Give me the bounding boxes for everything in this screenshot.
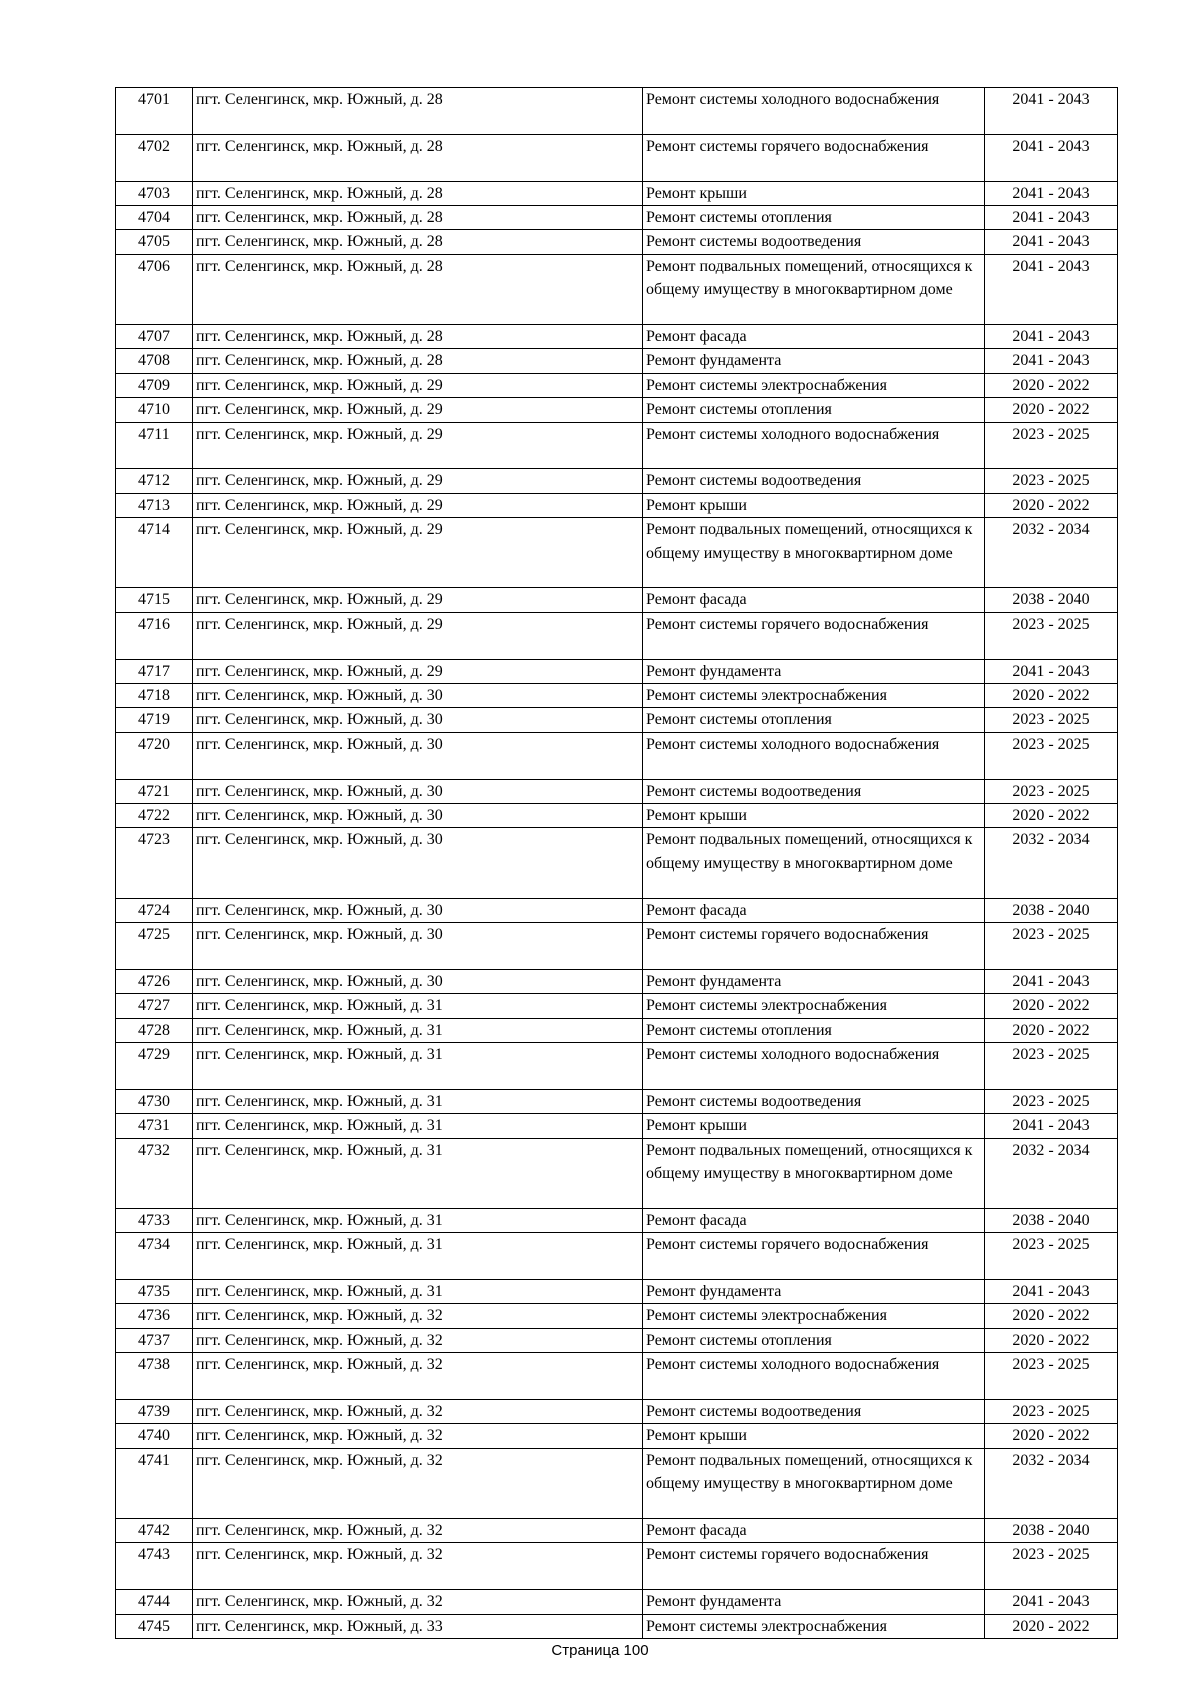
period-cell: 2041 - 2043 — [985, 230, 1118, 254]
work-type-cell: Ремонт системы электроснабжения — [643, 994, 985, 1018]
work-type-cell: Ремонт фасада — [643, 325, 985, 349]
row-number-cell: 4705 — [116, 230, 193, 254]
address-cell: пгт. Селенгинск, мкр. Южный, д. 30 — [193, 732, 643, 779]
work-type-cell: Ремонт фундамента — [643, 1280, 985, 1304]
period-cell: 2023 - 2025 — [985, 422, 1118, 469]
work-type-cell: Ремонт системы водоотведения — [643, 230, 985, 254]
period-cell: 2041 - 2043 — [985, 1114, 1118, 1138]
period-cell: 2041 - 2043 — [985, 1280, 1118, 1304]
work-type-cell: Ремонт фасада — [643, 588, 985, 612]
work-type-cell: Ремонт системы отопления — [643, 1018, 985, 1042]
table-row — [116, 181, 1118, 205]
row-number-cell: 4720 — [116, 732, 193, 779]
table-row — [116, 732, 1118, 779]
table-row — [116, 1280, 1118, 1304]
row-number-cell: 4728 — [116, 1018, 193, 1042]
work-type-cell: Ремонт системы электроснабжения — [643, 1614, 985, 1638]
address-cell: пгт. Селенгинск, мкр. Южный, д. 29 — [193, 659, 643, 683]
row-number-cell: 4744 — [116, 1590, 193, 1614]
address-cell: пгт. Селенгинск, мкр. Южный, д. 31 — [193, 1043, 643, 1090]
address-cell: пгт. Селенгинск, мкр. Южный, д. 28 — [193, 349, 643, 373]
table-body — [116, 88, 1118, 1639]
table-row — [116, 230, 1118, 254]
row-number-cell: 4710 — [116, 398, 193, 422]
table-row — [116, 254, 1118, 324]
table-row — [116, 1233, 1118, 1280]
period-cell: 2020 - 2022 — [985, 684, 1118, 708]
table-row — [116, 1018, 1118, 1042]
period-cell: 2023 - 2025 — [985, 1089, 1118, 1113]
work-type-cell: Ремонт подвальных помещений, относящихся к общему имуществу в многоквартирном доме — [643, 1448, 985, 1518]
row-number-cell: 4735 — [116, 1280, 193, 1304]
work-type-cell: Ремонт фасада — [643, 1208, 985, 1232]
address-cell: пгт. Селенгинск, мкр. Южный, д. 30 — [193, 684, 643, 708]
address-cell: пгт. Селенгинск, мкр. Южный, д. 30 — [193, 708, 643, 732]
table-row — [116, 1353, 1118, 1400]
work-type-cell: Ремонт системы водоотведения — [643, 1400, 985, 1424]
table-row — [116, 923, 1118, 970]
work-type-cell: Ремонт фасада — [643, 1519, 985, 1543]
period-cell: 2023 - 2025 — [985, 1043, 1118, 1090]
period-cell: 2023 - 2025 — [985, 708, 1118, 732]
period-cell: 2020 - 2022 — [985, 1304, 1118, 1328]
address-cell: пгт. Селенгинск, мкр. Южный, д. 32 — [193, 1519, 643, 1543]
row-number-cell: 4745 — [116, 1614, 193, 1638]
row-number-cell: 4701 — [116, 88, 193, 135]
period-cell: 2023 - 2025 — [985, 1543, 1118, 1590]
work-type-cell: Ремонт крыши — [643, 181, 985, 205]
row-number-cell: 4734 — [116, 1233, 193, 1280]
address-cell: пгт. Селенгинск, мкр. Южный, д. 32 — [193, 1424, 643, 1448]
row-number-cell: 4703 — [116, 181, 193, 205]
period-cell: 2041 - 2043 — [985, 181, 1118, 205]
address-cell: пгт. Селенгинск, мкр. Южный, д. 31 — [193, 1208, 643, 1232]
address-cell: пгт. Селенгинск, мкр. Южный, д. 32 — [193, 1304, 643, 1328]
row-number-cell: 4709 — [116, 373, 193, 397]
address-cell: пгт. Селенгинск, мкр. Южный, д. 28 — [193, 254, 643, 324]
period-cell: 2020 - 2022 — [985, 804, 1118, 828]
table-row — [116, 828, 1118, 898]
period-cell: 2020 - 2022 — [985, 493, 1118, 517]
address-cell: пгт. Селенгинск, мкр. Южный, д. 30 — [193, 923, 643, 970]
work-type-cell: Ремонт системы отопления — [643, 1328, 985, 1352]
table-row — [116, 325, 1118, 349]
address-cell: пгт. Селенгинск, мкр. Южный, д. 29 — [193, 373, 643, 397]
row-number-cell: 4715 — [116, 588, 193, 612]
address-cell: пгт. Селенгинск, мкр. Южный, д. 32 — [193, 1400, 643, 1424]
row-number-cell: 4716 — [116, 612, 193, 659]
address-cell: пгт. Селенгинск, мкр. Южный, д. 28 — [193, 206, 643, 230]
table-row — [116, 1519, 1118, 1543]
work-type-cell: Ремонт системы отопления — [643, 206, 985, 230]
works-table — [115, 87, 1118, 1639]
work-type-cell: Ремонт системы отопления — [643, 398, 985, 422]
table-row — [116, 1400, 1118, 1424]
period-cell: 2041 - 2043 — [985, 969, 1118, 993]
address-cell: пгт. Селенгинск, мкр. Южный, д. 32 — [193, 1353, 643, 1400]
table-row — [116, 1043, 1118, 1090]
table-row — [116, 1448, 1118, 1518]
address-cell: пгт. Селенгинск, мкр. Южный, д. 32 — [193, 1448, 643, 1518]
table-row — [116, 1208, 1118, 1232]
table-row — [116, 612, 1118, 659]
work-type-cell: Ремонт крыши — [643, 1424, 985, 1448]
address-cell: пгт. Селенгинск, мкр. Южный, д. 28 — [193, 181, 643, 205]
table-row — [116, 1543, 1118, 1590]
address-cell: пгт. Селенгинск, мкр. Южный, д. 29 — [193, 588, 643, 612]
table-row — [116, 779, 1118, 803]
address-cell: пгт. Селенгинск, мкр. Южный, д. 29 — [193, 422, 643, 469]
period-cell: 2020 - 2022 — [985, 994, 1118, 1018]
row-number-cell: 4722 — [116, 804, 193, 828]
period-cell: 2020 - 2022 — [985, 1614, 1118, 1638]
period-cell: 2038 - 2040 — [985, 588, 1118, 612]
table-row — [116, 708, 1118, 732]
period-cell: 2023 - 2025 — [985, 1353, 1118, 1400]
row-number-cell: 4743 — [116, 1543, 193, 1590]
work-type-cell: Ремонт подвальных помещений, относящихся к общему имуществу в многоквартирном доме — [643, 518, 985, 588]
work-type-cell: Ремонт системы электроснабжения — [643, 373, 985, 397]
page-number: Страница 100 — [551, 1642, 649, 1659]
address-cell: пгт. Селенгинск, мкр. Южный, д. 29 — [193, 612, 643, 659]
table-row — [116, 1614, 1118, 1638]
row-number-cell: 4729 — [116, 1043, 193, 1090]
address-cell: пгт. Селенгинск, мкр. Южный, д. 31 — [193, 1018, 643, 1042]
work-type-cell: Ремонт крыши — [643, 493, 985, 517]
period-cell: 2041 - 2043 — [985, 134, 1118, 181]
address-cell: пгт. Селенгинск, мкр. Южный, д. 31 — [193, 1089, 643, 1113]
work-type-cell: Ремонт фундамента — [643, 969, 985, 993]
period-cell: 2041 - 2043 — [985, 349, 1118, 373]
work-type-cell: Ремонт системы электроснабжения — [643, 1304, 985, 1328]
row-number-cell: 4739 — [116, 1400, 193, 1424]
work-type-cell: Ремонт системы электроснабжения — [643, 684, 985, 708]
period-cell: 2038 - 2040 — [985, 1519, 1118, 1543]
period-cell: 2038 - 2040 — [985, 898, 1118, 922]
address-cell: пгт. Селенгинск, мкр. Южный, д. 29 — [193, 398, 643, 422]
row-number-cell: 4737 — [116, 1328, 193, 1352]
address-cell: пгт. Селенгинск, мкр. Южный, д. 32 — [193, 1543, 643, 1590]
row-number-cell: 4725 — [116, 923, 193, 970]
row-number-cell: 4717 — [116, 659, 193, 683]
row-number-cell: 4723 — [116, 828, 193, 898]
row-number-cell: 4718 — [116, 684, 193, 708]
row-number-cell: 4704 — [116, 206, 193, 230]
work-type-cell: Ремонт системы водоотведения — [643, 1089, 985, 1113]
period-cell: 2020 - 2022 — [985, 1328, 1118, 1352]
period-cell: 2041 - 2043 — [985, 1590, 1118, 1614]
row-number-cell: 4707 — [116, 325, 193, 349]
work-type-cell: Ремонт системы холодного водоснабжения — [643, 88, 985, 135]
work-type-cell: Ремонт системы холодного водоснабжения — [643, 732, 985, 779]
row-number-cell: 4741 — [116, 1448, 193, 1518]
row-number-cell: 4740 — [116, 1424, 193, 1448]
table-row — [116, 349, 1118, 373]
period-cell: 2041 - 2043 — [985, 206, 1118, 230]
table-row — [116, 422, 1118, 469]
period-cell: 2041 - 2043 — [985, 659, 1118, 683]
period-cell: 2041 - 2043 — [985, 254, 1118, 324]
period-cell: 2020 - 2022 — [985, 1018, 1118, 1042]
address-cell: пгт. Селенгинск, мкр. Южный, д. 30 — [193, 898, 643, 922]
period-cell: 2032 - 2034 — [985, 518, 1118, 588]
period-cell: 2038 - 2040 — [985, 1208, 1118, 1232]
row-number-cell: 4727 — [116, 994, 193, 1018]
table-row — [116, 134, 1118, 181]
row-number-cell: 4711 — [116, 422, 193, 469]
work-type-cell: Ремонт системы водоотведения — [643, 779, 985, 803]
period-cell: 2020 - 2022 — [985, 398, 1118, 422]
work-type-cell: Ремонт системы горячего водоснабжения — [643, 612, 985, 659]
work-type-cell: Ремонт системы водоотведения — [643, 469, 985, 493]
period-cell: 2032 - 2034 — [985, 828, 1118, 898]
address-cell: пгт. Селенгинск, мкр. Южный, д. 29 — [193, 493, 643, 517]
work-type-cell: Ремонт фундамента — [643, 659, 985, 683]
row-number-cell: 4702 — [116, 134, 193, 181]
row-number-cell: 4738 — [116, 1353, 193, 1400]
table-row — [116, 88, 1118, 135]
address-cell: пгт. Селенгинск, мкр. Южный, д. 30 — [193, 969, 643, 993]
row-number-cell: 4730 — [116, 1089, 193, 1113]
address-cell: пгт. Селенгинск, мкр. Южный, д. 31 — [193, 1114, 643, 1138]
address-cell: пгт. Селенгинск, мкр. Южный, д. 28 — [193, 134, 643, 181]
table-row — [116, 1089, 1118, 1113]
table-row — [116, 1590, 1118, 1614]
table-row — [116, 1138, 1118, 1208]
table-row — [116, 804, 1118, 828]
work-type-cell: Ремонт подвальных помещений, относящихся к общему имуществу в многоквартирном доме — [643, 828, 985, 898]
table-row — [116, 518, 1118, 588]
work-type-cell: Ремонт системы горячего водоснабжения — [643, 1233, 985, 1280]
work-type-cell: Ремонт крыши — [643, 1114, 985, 1138]
period-cell: 2041 - 2043 — [985, 325, 1118, 349]
table-row — [116, 373, 1118, 397]
row-number-cell: 4721 — [116, 779, 193, 803]
row-number-cell: 4712 — [116, 469, 193, 493]
work-type-cell: Ремонт системы горячего водоснабжения — [643, 134, 985, 181]
address-cell: пгт. Селенгинск, мкр. Южный, д. 28 — [193, 230, 643, 254]
table-row — [116, 493, 1118, 517]
table-row — [116, 206, 1118, 230]
table-row — [116, 659, 1118, 683]
period-cell: 2041 - 2043 — [985, 88, 1118, 135]
period-cell: 2020 - 2022 — [985, 1424, 1118, 1448]
work-type-cell: Ремонт системы холодного водоснабжения — [643, 1043, 985, 1090]
period-cell: 2023 - 2025 — [985, 732, 1118, 779]
work-type-cell: Ремонт крыши — [643, 804, 985, 828]
work-type-cell: Ремонт системы горячего водоснабжения — [643, 1543, 985, 1590]
work-type-cell: Ремонт фундамента — [643, 349, 985, 373]
row-number-cell: 4713 — [116, 493, 193, 517]
row-number-cell: 4742 — [116, 1519, 193, 1543]
table-row — [116, 969, 1118, 993]
period-cell: 2023 - 2025 — [985, 612, 1118, 659]
table-row — [116, 398, 1118, 422]
table-row — [116, 994, 1118, 1018]
row-number-cell: 4726 — [116, 969, 193, 993]
table-row — [116, 1304, 1118, 1328]
row-number-cell: 4708 — [116, 349, 193, 373]
row-number-cell: 4714 — [116, 518, 193, 588]
address-cell: пгт. Селенгинск, мкр. Южный, д. 28 — [193, 88, 643, 135]
address-cell: пгт. Селенгинск, мкр. Южный, д. 31 — [193, 1280, 643, 1304]
row-number-cell: 4736 — [116, 1304, 193, 1328]
row-number-cell: 4731 — [116, 1114, 193, 1138]
work-type-cell: Ремонт фасада — [643, 898, 985, 922]
work-type-cell: Ремонт системы горячего водоснабжения — [643, 923, 985, 970]
work-type-cell: Ремонт системы отопления — [643, 708, 985, 732]
address-cell: пгт. Селенгинск, мкр. Южный, д. 29 — [193, 518, 643, 588]
period-cell: 2032 - 2034 — [985, 1138, 1118, 1208]
period-cell: 2023 - 2025 — [985, 779, 1118, 803]
address-cell: пгт. Селенгинск, мкр. Южный, д. 30 — [193, 828, 643, 898]
period-cell: 2020 - 2022 — [985, 373, 1118, 397]
address-cell: пгт. Селенгинск, мкр. Южный, д. 28 — [193, 325, 643, 349]
table-row — [116, 1114, 1118, 1138]
work-type-cell: Ремонт системы холодного водоснабжения — [643, 422, 985, 469]
work-type-cell: Ремонт фундамента — [643, 1590, 985, 1614]
period-cell: 2023 - 2025 — [985, 1233, 1118, 1280]
row-number-cell: 4733 — [116, 1208, 193, 1232]
period-cell: 2023 - 2025 — [985, 1400, 1118, 1424]
table-row — [116, 469, 1118, 493]
address-cell: пгт. Селенгинск, мкр. Южный, д. 31 — [193, 1233, 643, 1280]
row-number-cell: 4724 — [116, 898, 193, 922]
address-cell: пгт. Селенгинск, мкр. Южный, д. 32 — [193, 1328, 643, 1352]
address-cell: пгт. Селенгинск, мкр. Южный, д. 32 — [193, 1590, 643, 1614]
period-cell: 2032 - 2034 — [985, 1448, 1118, 1518]
address-cell: пгт. Селенгинск, мкр. Южный, д. 31 — [193, 1138, 643, 1208]
table-row — [116, 898, 1118, 922]
row-number-cell: 4732 — [116, 1138, 193, 1208]
table-row — [116, 588, 1118, 612]
row-number-cell: 4706 — [116, 254, 193, 324]
work-type-cell: Ремонт подвальных помещений, относящихся к общему имуществу в многоквартирном доме — [643, 254, 985, 324]
work-type-cell: Ремонт подвальных помещений, относящихся к общему имуществу в многоквартирном доме — [643, 1138, 985, 1208]
address-cell: пгт. Селенгинск, мкр. Южный, д. 29 — [193, 469, 643, 493]
table-row — [116, 1424, 1118, 1448]
table-row — [116, 1328, 1118, 1352]
address-cell: пгт. Селенгинск, мкр. Южный, д. 30 — [193, 779, 643, 803]
period-cell: 2023 - 2025 — [985, 923, 1118, 970]
period-cell: 2023 - 2025 — [985, 469, 1118, 493]
row-number-cell: 4719 — [116, 708, 193, 732]
work-type-cell: Ремонт системы холодного водоснабжения — [643, 1353, 985, 1400]
address-cell: пгт. Селенгинск, мкр. Южный, д. 30 — [193, 804, 643, 828]
table-row — [116, 684, 1118, 708]
address-cell: пгт. Селенгинск, мкр. Южный, д. 31 — [193, 994, 643, 1018]
address-cell: пгт. Селенгинск, мкр. Южный, д. 33 — [193, 1614, 643, 1638]
